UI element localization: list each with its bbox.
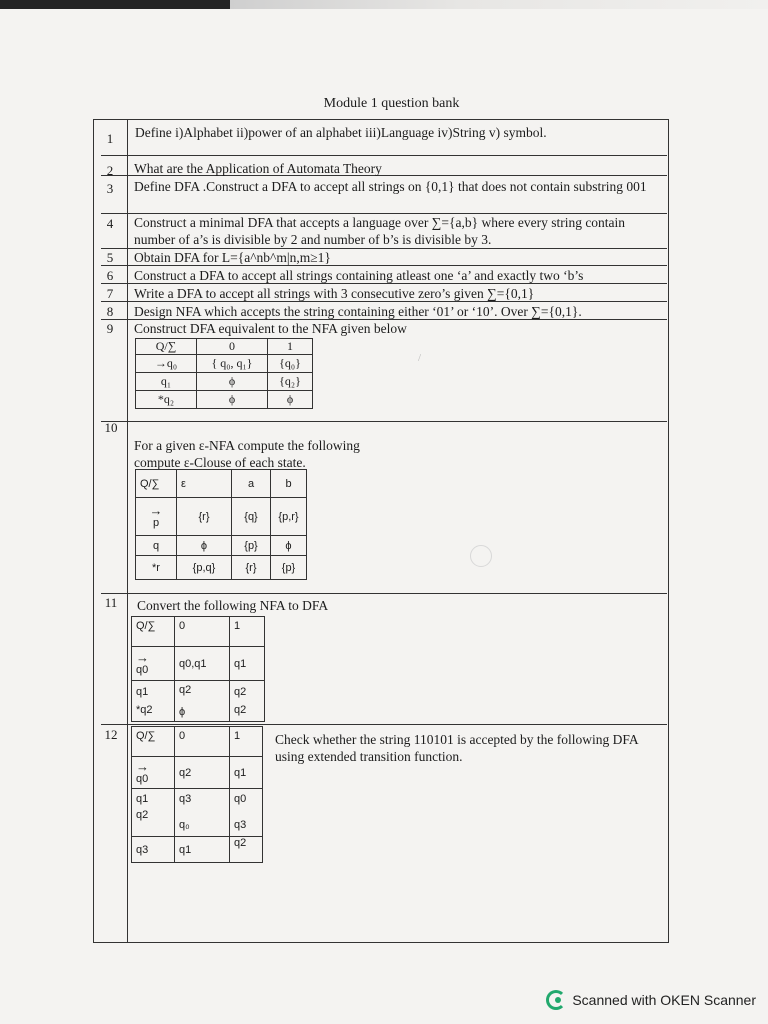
table-cell: q1 — [230, 647, 265, 681]
state-label: q2 — [136, 809, 149, 821]
table-cell: q2 — [179, 684, 192, 696]
table-header-cell: Q/∑ — [132, 617, 175, 647]
table-cell: q1 — [230, 757, 263, 789]
question-number: 3 — [106, 181, 114, 196]
table-header-cell: 1 — [268, 339, 313, 355]
question-number: 12 — [104, 727, 118, 742]
column-divider — [127, 119, 128, 943]
table-cell: q3 — [234, 819, 247, 831]
question-text: Convert the following NFA to DFA — [137, 598, 329, 613]
start-state-arrow-icon: → — [136, 649, 149, 665]
table-cell: q0,q1 — [175, 647, 230, 681]
table-cell: q₁ — [136, 373, 197, 391]
table-header-cell: Q/∑ — [132, 727, 175, 757]
table-header-cell: 0 — [175, 617, 230, 647]
row-divider — [101, 421, 667, 422]
table-header-cell: 1 — [230, 617, 265, 647]
table-cell: {p,r} — [271, 498, 307, 536]
row-divider — [101, 724, 667, 725]
table-cell: ϕ — [177, 536, 232, 556]
table-cell: q₀ — [179, 819, 190, 831]
table-cell: q2 — [175, 757, 230, 789]
state-label: *q2 — [136, 704, 153, 716]
table-cell: {p} — [232, 536, 271, 556]
table-cell: q1 — [175, 837, 230, 863]
question-text: Design NFA which accepts the string containing either ‘01’ or ‘10’. Over ∑={0,1}. — [134, 304, 582, 319]
table-cell: *r — [136, 556, 177, 580]
transition-table-q11 — [131, 616, 265, 722]
question-text: Construct a DFA to accept all strings containing atleast one ‘a’ and exactly two ‘b’s — [134, 268, 584, 283]
table-header-cell: b — [271, 470, 307, 498]
table-cell: q0 — [234, 793, 247, 805]
table-cell: ϕ — [268, 391, 313, 409]
question-number: 5 — [106, 250, 114, 265]
question-number: 6 — [106, 268, 114, 283]
table-cell: {q₀} — [268, 355, 313, 373]
state-label: q0 — [136, 663, 149, 676]
table-header-cell: ε — [177, 470, 232, 498]
scanner-watermark — [546, 990, 756, 1010]
row-divider — [101, 593, 667, 594]
question-text: Construct a minimal DFA that accepts a language over ∑={a,b} where every string contain number of a’s is divisible by 2 and number of b’s is divisible by 3. — [134, 215, 626, 247]
table-cell: {p,q} — [177, 556, 232, 580]
table-cell: q2 — [234, 704, 247, 716]
table-header-cell: 0 — [175, 727, 230, 757]
question-number: 11 — [104, 595, 118, 610]
show-through-mark — [470, 545, 492, 567]
transition-table-q9 — [135, 338, 313, 409]
row-divider — [101, 155, 667, 156]
question-number: 4 — [106, 216, 114, 231]
table-cell: { q₀, q₁} — [197, 355, 268, 373]
table-cell: *q₂ — [136, 391, 197, 409]
question-text: For a given ε-NFA compute the following compute ε-Clouse of each state. — [134, 438, 360, 470]
table-cell: {r} — [232, 556, 271, 580]
table-cell: ϕ — [271, 536, 307, 556]
state-label: q1 — [136, 686, 149, 698]
table-cell: →q₀ — [136, 355, 197, 373]
table-cell: {r} — [177, 498, 232, 536]
question-text: Define i)Alphabet ii)power of an alphabet iii)Language iv)String v) symbol. — [135, 125, 547, 140]
question-text: What are the Application of Automata Theory — [134, 161, 382, 176]
table-cell: ϕ — [179, 706, 186, 718]
table-header-cell: a — [232, 470, 271, 498]
table-header-cell: 1 — [230, 727, 263, 757]
question-text: Write a DFA to accept all strings with 3 consecutive zero’s given ∑={0,1} — [134, 286, 535, 301]
question-number: 8 — [106, 304, 114, 319]
question-text: Define DFA .Construct a DFA to accept all strings on {0,1} that does not contain substring 001 — [134, 179, 647, 194]
scanner-logo-icon — [546, 990, 566, 1010]
table-cell: q2 — [234, 686, 247, 698]
question-number: 1 — [106, 131, 114, 146]
scanner-text: Scanned with OKEN Scanner — [572, 992, 756, 1008]
question-number: 9 — [106, 321, 114, 336]
scan-top-edge — [0, 0, 768, 9]
question-number: 2 — [106, 163, 114, 178]
question-number: 7 — [106, 286, 114, 301]
table-header-cell: 0 — [197, 339, 268, 355]
state-label: q1 — [136, 793, 149, 805]
start-state-arrow-icon: → — [149, 502, 163, 518]
question-text: Check whether the string 110101 is accepted by the following DFA using extended transition function. — [275, 732, 638, 764]
question-text: Construct DFA equivalent to the NFA given below — [134, 321, 407, 336]
state-label: p — [152, 516, 160, 529]
table-cell: q3 — [132, 837, 175, 863]
start-state-arrow-icon: → — [136, 758, 149, 774]
table-cell: q2 — [230, 837, 263, 863]
table-header-cell: Q/∑ — [136, 470, 177, 498]
table-cell: q — [136, 536, 177, 556]
table-header-cell: Q/∑ — [136, 339, 197, 355]
table-cell: q3 — [179, 793, 192, 805]
table-cell: ϕ — [197, 373, 268, 391]
transition-table-q10 — [135, 469, 307, 580]
table-cell: {q₂} — [268, 373, 313, 391]
show-through-mark: / — [418, 352, 422, 364]
page-title: Module 1 question bank — [323, 96, 460, 111]
question-text: Obtain DFA for L={a^nb^m|n,m≥1} — [134, 250, 331, 265]
table-cell: {q} — [232, 498, 271, 536]
transition-table-q12 — [131, 726, 263, 863]
state-label: q0 — [136, 772, 149, 785]
table-cell: ϕ — [197, 391, 268, 409]
table-cell: {p} — [271, 556, 307, 580]
question-number: 10 — [104, 420, 118, 435]
